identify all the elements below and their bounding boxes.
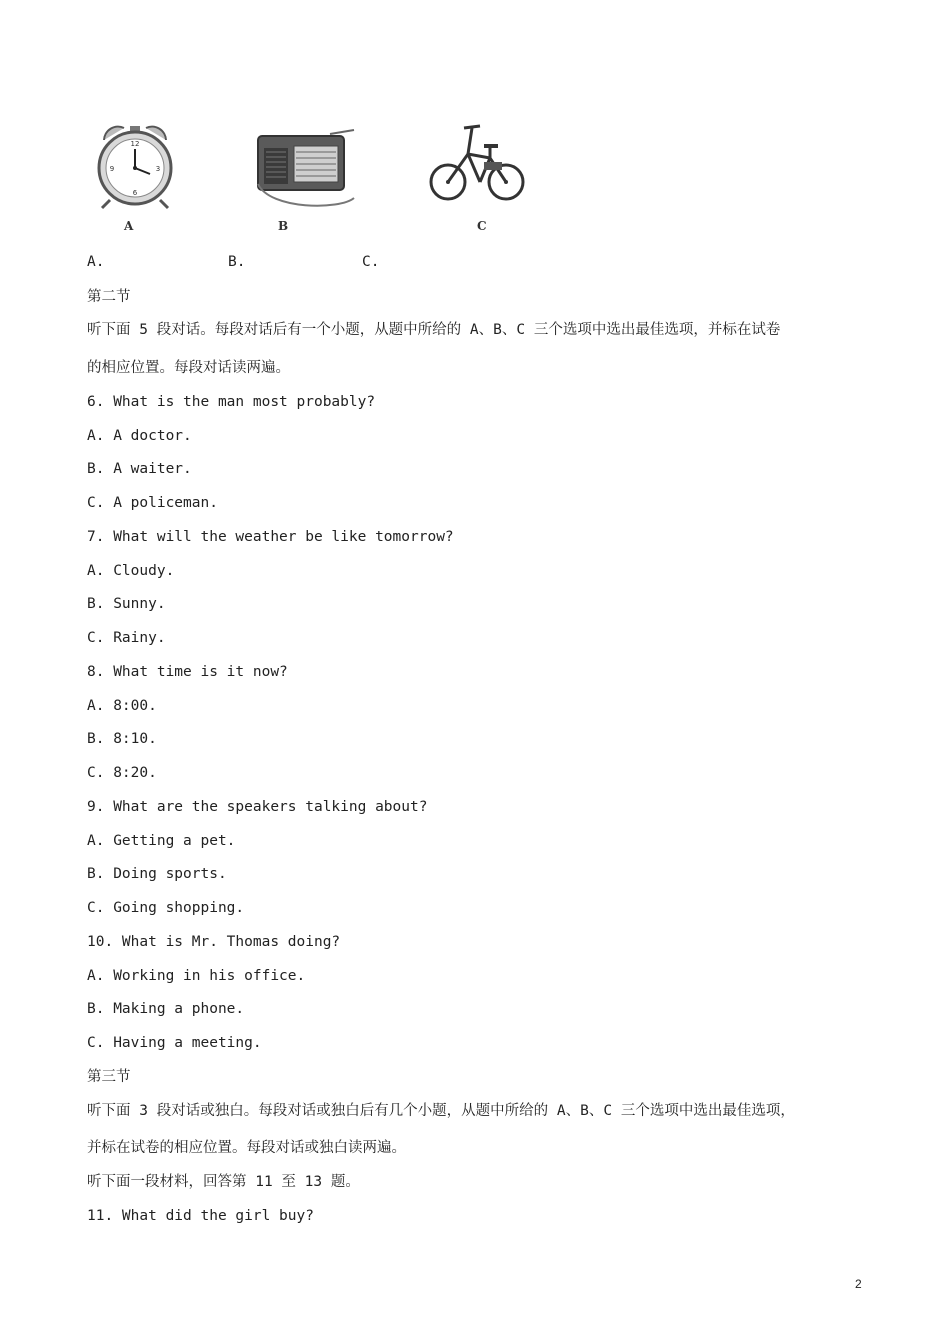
answer-option-b: B.	[228, 254, 246, 270]
option-text: A. Getting a pet.	[87, 833, 236, 849]
answer-option-c: C.	[362, 254, 380, 270]
option-text: B. A waiter.	[87, 461, 192, 477]
option-text: B. Sunny.	[87, 596, 166, 612]
picture-caption-b: B	[278, 219, 289, 233]
option-text: C. Rainy.	[87, 630, 166, 646]
option-text: A. 8:00.	[87, 698, 157, 714]
option-text: C. 8:20.	[87, 765, 157, 781]
alarm-clock-picture	[90, 118, 180, 210]
bicycle-icon	[428, 118, 528, 208]
svg-text:3: 3	[155, 165, 161, 173]
question-text: 11. What did the girl buy?	[87, 1208, 314, 1224]
question-text: 10. What is Mr. Thomas doing?	[87, 934, 341, 950]
question-text: 9. What are the speakers talking about?	[87, 799, 428, 815]
option-text: B. Doing sports.	[87, 866, 227, 882]
alarm-clock-icon	[90, 118, 180, 210]
picture-options-panel	[90, 118, 550, 238]
question-text: 7. What will the weather be like tomorrow?	[87, 529, 454, 545]
section-heading: 第二节	[87, 289, 131, 305]
option-text: A. Working in his office.	[87, 968, 306, 984]
instruction-text: 的相应位置。每段对话读两遍。	[87, 360, 290, 376]
instruction-text: 并标在试卷的相应位置。每段对话或独白读两遍。	[87, 1140, 406, 1156]
instruction-text: 听下面 3 段对话或独白。每段对话或独白后有几个小题，从题中所给的 A、B、C 三个选项中选出最佳选项，	[87, 1103, 795, 1119]
option-text: C. Going shopping.	[87, 900, 245, 916]
svg-text:6: 6	[132, 189, 138, 197]
option-text: A. Cloudy.	[87, 563, 175, 579]
instruction-text: 听下面 5 段对话。每段对话后有一个小题，从题中所给的 A、B、C 三个选项中选出最佳选项，并标在试卷	[87, 322, 781, 338]
instruction-text: 听下面一段材料，回答第 11 至 13 题。	[87, 1174, 360, 1190]
option-text: B. 8:10.	[87, 731, 157, 747]
option-text: A. A doctor.	[87, 428, 192, 444]
picture-answer-options	[87, 254, 487, 274]
answer-option-a: A.	[87, 254, 105, 270]
section-heading: 第三节	[87, 1069, 131, 1085]
radio-picture	[250, 128, 360, 212]
svg-text:12: 12	[130, 140, 140, 148]
question-text: 8. What time is it now?	[87, 664, 288, 680]
radio-icon	[250, 128, 360, 212]
page-number: 2	[855, 1277, 862, 1291]
svg-text:9: 9	[109, 165, 115, 173]
picture-caption-a: A	[124, 219, 134, 233]
option-text: C. A policeman.	[87, 495, 218, 511]
option-text: C. Having a meeting.	[87, 1035, 262, 1051]
picture-caption-c: C	[477, 219, 487, 233]
option-text: B. Making a phone.	[87, 1001, 245, 1017]
bicycle-picture	[428, 118, 528, 208]
question-text: 6. What is the man most probably?	[87, 394, 376, 410]
